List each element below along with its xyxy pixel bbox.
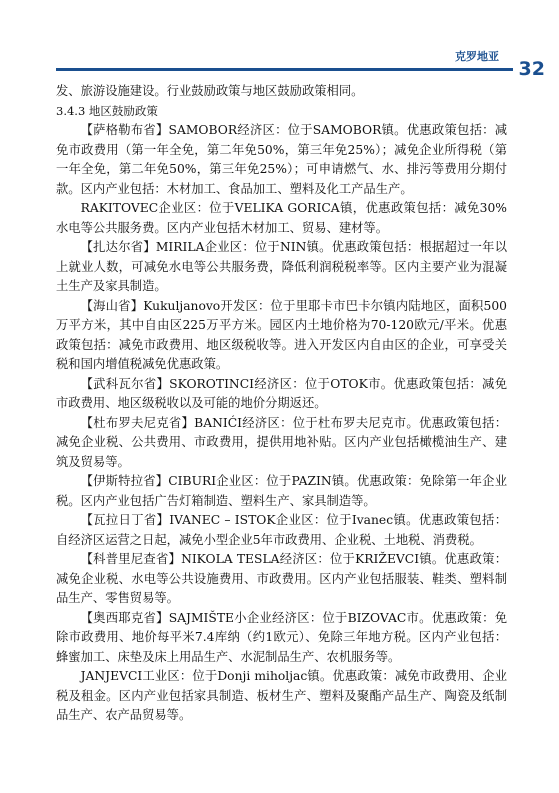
paragraph-janjevci: JANJEVCI工业区：位于Donji miholjac镇。优惠政策：减免市政费用、企业税及租金。区内产业包括家具制造、板材生产、塑料及聚酯产品生产、陶瓷及纸制品生产、农产品贸易等。 bbox=[56, 669, 507, 722]
paragraph-banici: 【杜布罗夫尼克省】BANIĆI经济区：位于杜布罗夫尼克市。优惠政策包括：减免企业税、公共费用、市政费用，提供用地补贴。区内产业包括橄榄油生产、建筑及贸易等。 bbox=[56, 415, 507, 469]
paragraph-ivanec: 【瓦拉日丁省】IVANEC – ISTOK企业区：位于Ivanec镇。优惠政策包括：自经济区运营之日起，减免小型企业5年市政费用、企业税、土地税、消费税。 bbox=[56, 513, 507, 547]
page-number: 32 bbox=[518, 58, 545, 80]
paragraph-ciburi: 【伊斯特拉省】CIBURI企业区：位于PAZIN镇。优惠政策：免除第一年企业税。区内产业包括广告灯箱制造、塑料生产、家具制造等。 bbox=[56, 474, 507, 508]
paragraph-rakitovec: RAKITOVEC企业区：位于VELIKA GORICA镇，优惠政策包括：减免30%水电等公共服务费。区内产业包括木材加工、贸易、建材等。 bbox=[56, 201, 507, 235]
paragraph-sajmiste: 【奥西耶克省】SAJMIŠTE小企业经济区：位于BIZOVAC市。优惠政策：免除市政费用、地价每平米7.4库纳（约1欧元）、免除三年地方税。区内产业包括：蜂蜜加工、床垫及床上用品生产、水泥制品生产、农机服务等。 bbox=[56, 610, 507, 664]
paragraph-mirila: 【扎达尔省】MIRILA企业区：位于NIN镇。优惠政策包括：根据超过一年以上就业人数，可减免水电等公共服务费，降低利润税税率等。区内主要产业为混凝土生产及家具制造。 bbox=[56, 240, 507, 293]
paragraph-samobor: 【萨格勒布省】SAMOBOR经济区：位于SAMOBOR镇。优惠政策包括：减免市政费用（第一年全免，第二年免50%，第三年免25%）；减免企业所得税（第一年全免，第二年免50%，第三年免25%）；可申请燃气、水、排污等费用分期付款。区内产业包括：木材加工、食品加工、塑料及化工产品生产。 bbox=[56, 123, 507, 196]
header-divider bbox=[56, 68, 513, 71]
intro-paragraph: 发、旅游设施建设。行业鼓励政策与地区鼓励政策相同。 bbox=[56, 84, 364, 98]
paragraph-kukuljanovo: 【海山省】Kukuljanovo开发区：位于里耶卡市巴卡尔镇内陆地区，面积500万平方米，其中自由区225万平方米。园区内土地价格为70-120欧元/平米。优惠政策包括：减免市政费用、地区级税收等。进入开发区内自由区的企业，可享受关税和国内增值税减免优惠政策。 bbox=[56, 298, 507, 371]
paragraph-nikola-tesla: 【科普里尼查省】NIKOLA TESLA经济区：位于KRIŽEVCI镇。优惠政策：减免企业税、水电等公共设施费用、市政费用。区内产业包括服装、鞋类、塑料制品生产、零售贸易等。 bbox=[56, 552, 507, 605]
page-body bbox=[56, 82, 507, 726]
header-title: 克罗地亚 bbox=[455, 50, 499, 63]
paragraph-skorotinci: 【武科瓦尔省】SKOROTINCI经济区：位于OTOK市。优惠政策包括：减免市政费用、地区级税收以及可能的地价分期返还。 bbox=[56, 376, 507, 410]
section-heading: 3.4.3 地区鼓励政策 bbox=[56, 103, 158, 118]
